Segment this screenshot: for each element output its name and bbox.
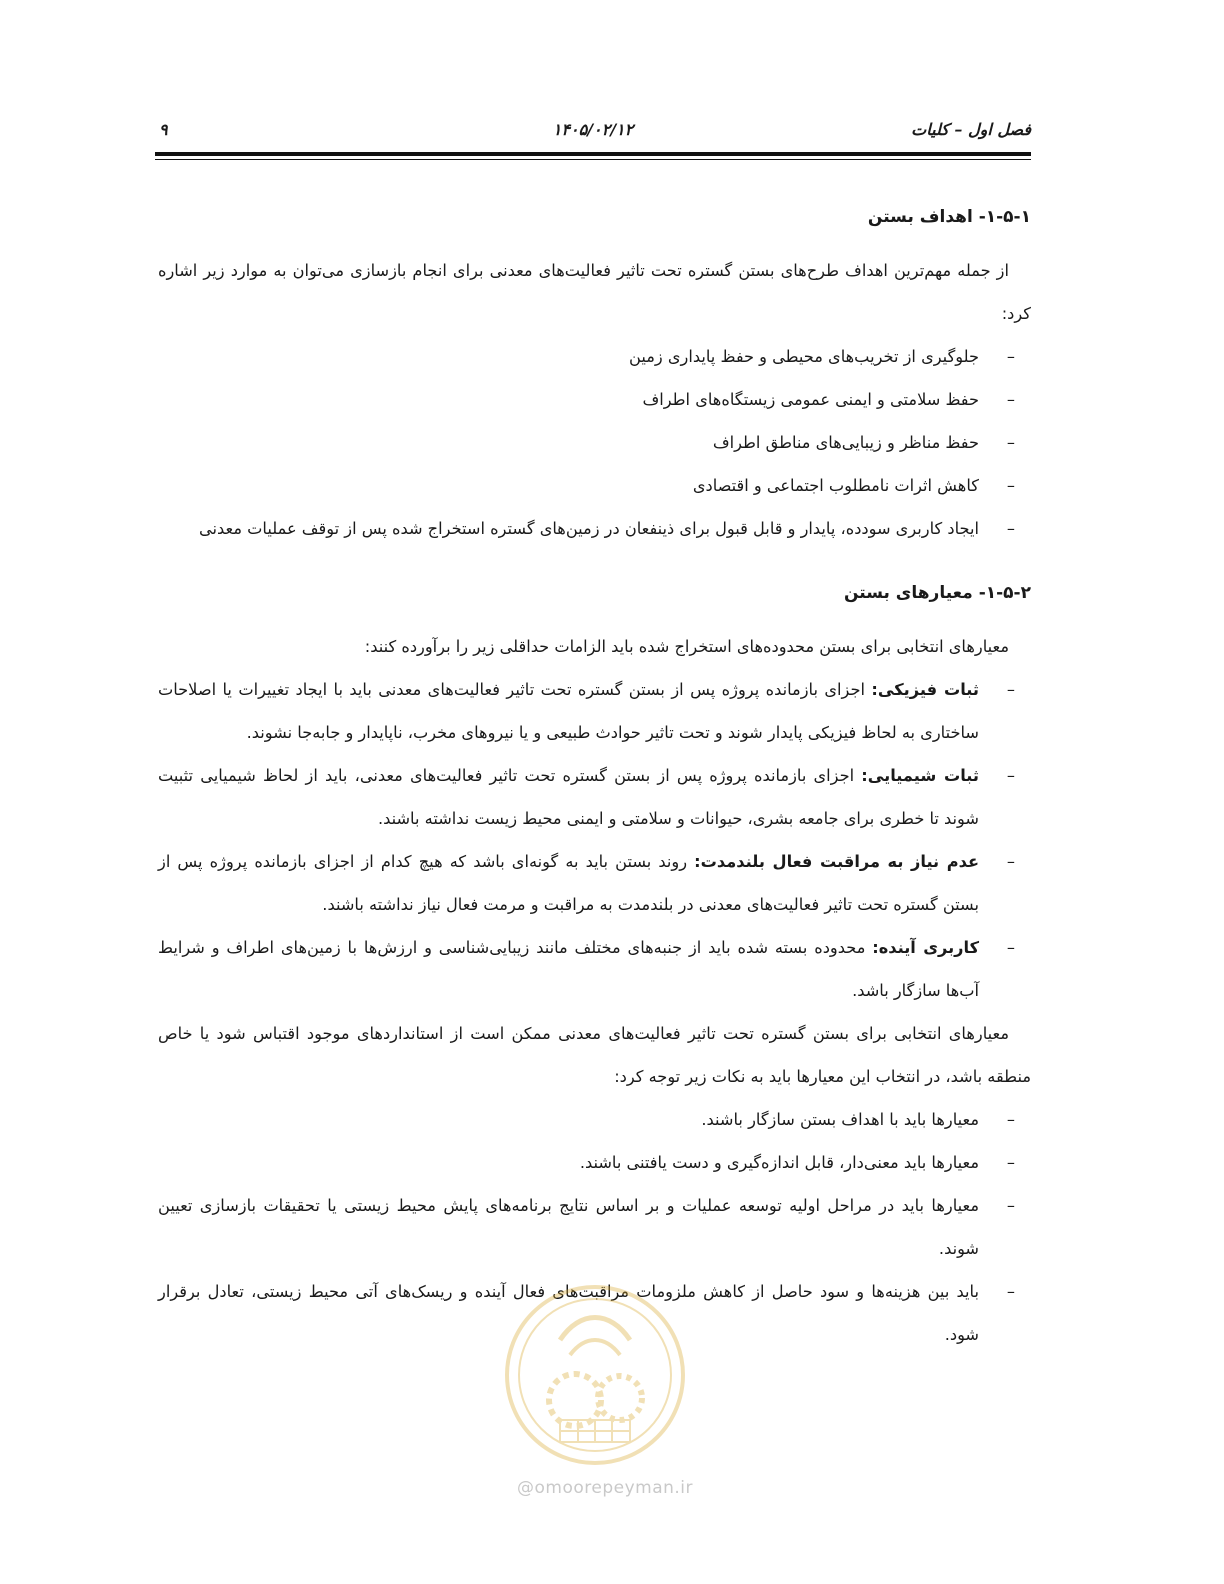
list-item: – باید بین هزینه‌ها و سود حاصل از کاهش ملزومات مراقبت‌های فعال آینده و ریسک‌های آتی محیط زیستی، تعادل برقرار شود.: [158, 1270, 979, 1356]
criterion-text: محدوده بسته شده باید از جنبه‌های مختلف مانند زیبایی‌شناسی و ارزش‌ها با زمین‌های اطراف و شرایط آب‌ها سازگار باشد.: [158, 938, 979, 1000]
criteria-intro: معیارهای انتخابی برای بستن محدوده‌های استخراج شده باید الزامات حداقلی زیر را برآورده کنند:: [364, 637, 1009, 656]
list-item: – کاهش اثرات نامطلوب اجتماعی و اقتصادی: [158, 464, 979, 507]
section-heading-goals: ۱-۵-۱- اهداف بستن: [867, 207, 1031, 227]
criterion-term: ثبات فیزیکی:: [871, 680, 979, 699]
goals-intro: از جمله مهم‌ترین اهداف طرح‌های بستن گستره تحت تاثیر فعالیت‌های معدنی برای انجام بازسازی می‌توان به موارد زیر اشاره کرد:: [158, 261, 1031, 323]
list-item: – حفظ مناظر و زیبایی‌های مناطق اطراف: [158, 421, 979, 464]
chapter-title: فصل اول – کلیات: [911, 120, 1031, 139]
list-item: [158, 840, 979, 926]
header-date: ۱۴۰۵/۰۲/۱۲: [552, 120, 634, 139]
section-heading-criteria: ۱-۵-۲- معیارهای بستن: [843, 583, 1031, 603]
criterion-text: اجزای بازمانده پروژه پس از بستن گستره تحت تاثیر فعالیت‌های معدنی باید با ایجاد تغییرات یا اصلاحات ساختاری به لحاظ فیزیکی پایدار شوند و تحت تاثیر حوادث طبیعی و یا نیروهای مخرب، ناپایدار و جابه‌جا نشوند.: [158, 680, 979, 742]
criterion-text: اجزای بازمانده پروژه پس از بستن گستره تحت تاثیر فعالیت‌های معدنی، باید از لحاظ شیمیایی تثبیت شوند تا خطری برای جامعه بشری، حیوانات و سلامتی و ایمنی محیط زیست نداشته باشند.: [158, 766, 979, 828]
list-item: – معیارها باید در مراحل اولیه توسعه عملیات و بر اساس نتایج برنامه‌های پایش محیط زیستی یا تحقیقات بازسازی تعیین شوند.: [158, 1184, 979, 1270]
header-rule-thin: [155, 159, 1031, 160]
list-item: – جلوگیری از تخریب‌های محیطی و حفظ پایداری زمین: [158, 335, 979, 378]
goals-list: [158, 335, 1031, 550]
page-header: [155, 120, 1031, 146]
criterion-term: ثبات شیمیایی:: [861, 766, 979, 785]
criteria-list: [158, 668, 1031, 1012]
list-item: – معیارها باید با اهداف بستن سازگار باشند.: [158, 1098, 979, 1141]
list-item: [158, 668, 979, 754]
list-item: – معیارها باید معنی‌دار، قابل اندازه‌گیری و دست یافتنی باشند.: [158, 1141, 979, 1184]
list-item: [158, 926, 979, 1012]
header-rule-thick: [155, 152, 1031, 156]
watermark-seal-icon: [500, 1280, 690, 1470]
page-body: [158, 196, 1031, 1356]
watermark-text: @omoorepeyman.ir: [516, 1478, 694, 1498]
list-item: – ایجاد کاربری سودده، پایدار و قابل قبول برای ذینفعان در زمین‌های گستره استخراج شده پس از توقف عملیات معدنی: [158, 507, 979, 550]
list-item: [158, 754, 979, 840]
criterion-text: روند بستن باید به گونه‌ای باشد که هیچ کدام از اجزای بازمانده پروژه پس از بستن گستره تحت تاثیر فعالیت‌های معدنی در بلندمدت به مراقبت و مرمت فعال نیاز نداشته باشند.: [158, 852, 979, 914]
criterion-term: عدم نیاز به مراقبت فعال بلندمدت:: [694, 852, 980, 871]
criterion-term: کاربری آینده:: [872, 938, 979, 957]
list-item: – حفظ سلامتی و ایمنی عمومی زیستگاه‌های اطراف: [158, 378, 979, 421]
page-number: ۹: [159, 120, 168, 139]
criteria-selection-paragraph: معیارهای انتخابی برای بستن گستره تحت تاثیر فعالیت‌های معدنی ممکن است از استانداردهای موجود اقتباس شود یا خاص منطقه باشد، در انتخاب این معیارها باید به نکات زیر توجه کرد:: [158, 1024, 1031, 1086]
